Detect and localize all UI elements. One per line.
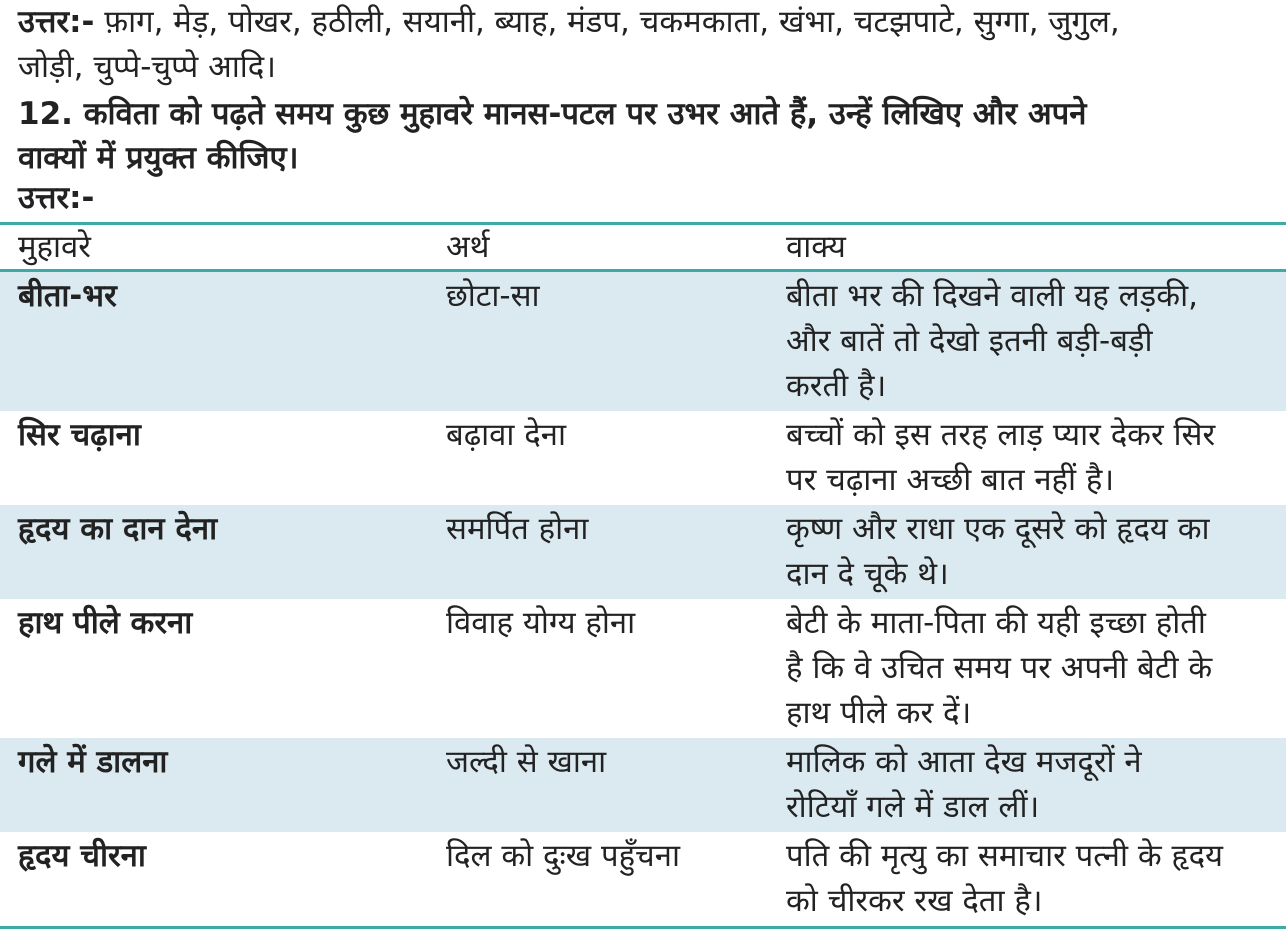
header-row: [0, 224, 1286, 271]
idioms-table-body: [0, 271, 1286, 928]
answer-1-line-1: [18, 0, 1286, 45]
sentence-line: दान दे चूके थे।: [786, 556, 949, 592]
sentence-line: बेटी के माता-पिता की यही इच्छा होती: [786, 605, 1206, 641]
table-row: [0, 411, 1286, 505]
sentence-cell: [768, 505, 1286, 599]
question-12: [18, 92, 1286, 180]
sentence-cell: [768, 271, 1286, 412]
sentence-line: और बातें तो देखो इतनी बड़ी-बड़ी: [786, 323, 1153, 359]
answer-2-label: उत्तर:-: [18, 180, 95, 216]
meaning-cell: समर्पित होना: [446, 511, 589, 547]
sentence-line: करती है।: [786, 368, 887, 404]
idiom-cell: हृदय का दान देना: [18, 511, 218, 547]
sentence-line: पर चढ़ाना अच्छी बात नहीं है।: [786, 462, 1115, 498]
sentence-line: रोटियाँ गले में डाल लीं।: [786, 789, 1040, 825]
sentence-line: मालिक को आता देख मजदूरों ने: [786, 744, 1142, 780]
sentence-cell: [768, 599, 1286, 738]
idiom-cell: बीता-भर: [18, 278, 117, 314]
sentence-cell: [768, 832, 1286, 928]
table-row: [0, 832, 1286, 928]
question-12-line-2: वाक्यों में प्रयुक्त कीजिए।: [18, 140, 299, 176]
answer-1-text: फ़ाग, मेड़, पोखर, हठीली, सयानी, ब्याह, मंडप, चकमकाता, खंभा, चटझपाटे, सुग्गा, जुगुल,: [104, 4, 1120, 40]
question-12-line-1: 12. कविता को पढ़ते समय कुछ मुहावरे मानस-पटल पर उभर आते हैं, उन्हें लिखिए और अपने: [18, 96, 1087, 132]
idiom-cell: गले में डालना: [18, 744, 168, 780]
sentence-line: है कि वे उचित समय पर अपनी बेटी के: [786, 650, 1213, 686]
table-row: [0, 738, 1286, 832]
answer-1-line-2: जोड़ी, चुप्पे-चुप्पे आदि।: [18, 49, 276, 85]
sentence-line: बीता भर की दिखने वाली यह लड़की,: [786, 278, 1198, 314]
sentence-line: कृष्ण और राधा एक दूसरे को हृदय का: [786, 511, 1210, 547]
idioms-table-header: [0, 224, 1286, 271]
idiom-cell: हाथ पीले करना: [18, 605, 193, 641]
meaning-cell: विवाह योग्य होना: [446, 605, 636, 641]
idiom-cell: हृदय चीरना: [18, 838, 146, 874]
meaning-cell: बढ़ावा देना: [446, 417, 566, 453]
sentence-line: को चीरकर रख देता है।: [786, 883, 1043, 919]
table-row: [0, 599, 1286, 738]
sentence-cell: [768, 738, 1286, 832]
idioms-table: [0, 222, 1286, 929]
idiom-cell: सिर चढ़ाना: [18, 417, 141, 453]
header-sentence: वाक्य: [786, 229, 846, 265]
answer-1-label: उत्तर:-: [18, 4, 95, 40]
table-row: [0, 505, 1286, 599]
meaning-cell: दिल को दुःख पहुँचना: [446, 838, 680, 874]
sentence-line: पति की मृत्यु का समाचार पत्नी के हृदय: [786, 838, 1224, 874]
table-row: [0, 271, 1286, 412]
header-meaning: अर्थ: [446, 229, 490, 265]
header-idiom: मुहावरे: [18, 229, 91, 265]
sentence-line: बच्चों को इस तरह लाड़ प्यार देकर सिर: [786, 417, 1216, 453]
sentence-line: हाथ पीले कर दें।: [786, 695, 972, 731]
sentence-cell: [768, 411, 1286, 505]
meaning-cell: जल्दी से खाना: [446, 744, 607, 780]
meaning-cell: छोटा-सा: [446, 278, 540, 314]
